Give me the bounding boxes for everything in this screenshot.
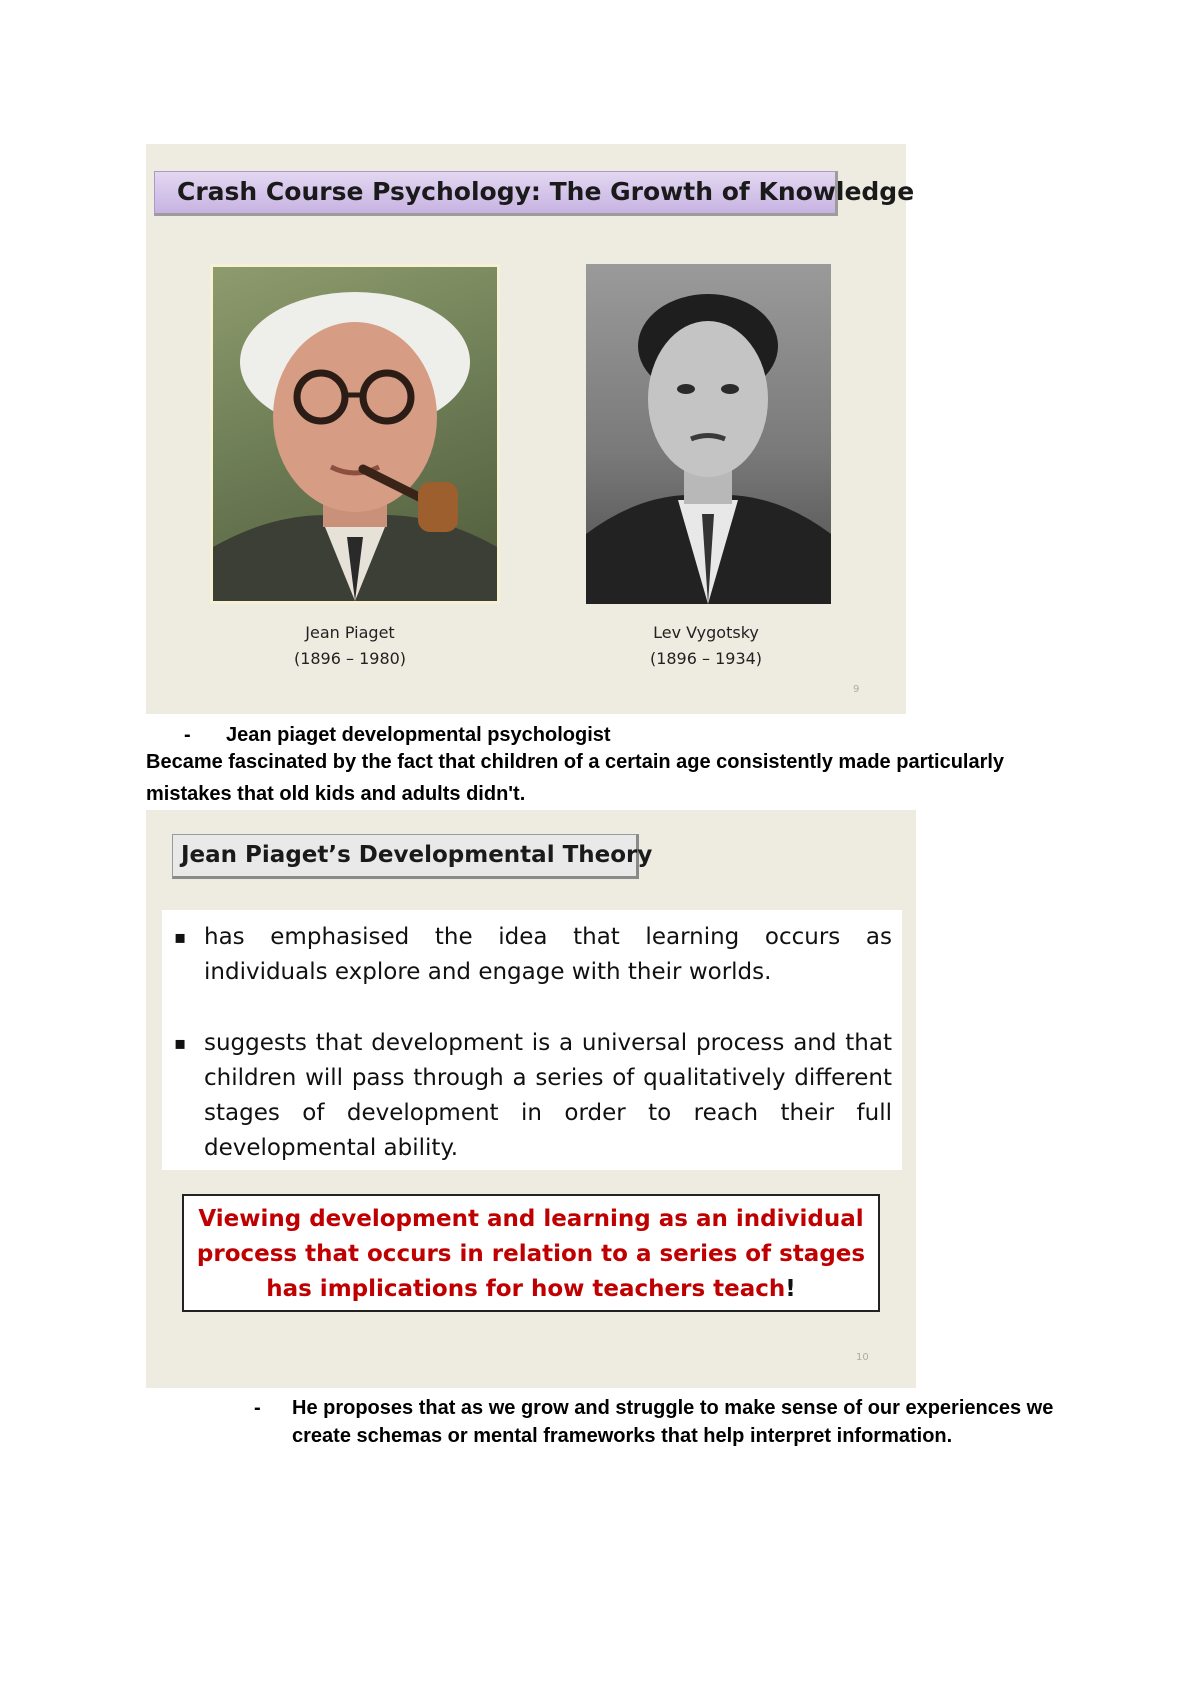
piaget-caption: [230, 620, 470, 672]
piaget-name: Jean Piaget: [305, 623, 395, 642]
slide-number: 9: [853, 684, 860, 695]
slide-title: Jean Piaget’s Developmental Theory: [172, 834, 639, 879]
bullet-square: ▪: [174, 927, 187, 948]
slide-title: Crash Course Psychology: The Growth of Knowledge: [154, 171, 838, 216]
note-paragraph: Became fascinated by the fact that children of a certain age consistently made particularly mistakes that old kids and adults didn't.: [146, 751, 1005, 805]
bullet-dash: -: [254, 1397, 261, 1419]
slide-developmental-theory: [146, 810, 916, 1388]
vygotsky-years: (1896 – 1934): [649, 649, 763, 668]
list-item: [174, 1026, 892, 1166]
bullet-text: He proposes that as we grow and struggle to make sense of our experiences we create schemas or mental frameworks that help interpret information.: [292, 1397, 1054, 1447]
piaget-portrait: [213, 267, 497, 601]
bullet-text: has emphasised the idea that learning occurs as individuals explore and engage with their worlds.: [204, 924, 892, 985]
bullet-square: ▪: [174, 1033, 187, 1054]
note-bullet-schemas: [254, 1394, 1074, 1450]
highlight-exclamation: !: [785, 1276, 796, 1302]
list-item: [174, 920, 892, 990]
slide-growth-of-knowledge: [146, 144, 915, 714]
piaget-photo: [210, 264, 500, 604]
highlight-callout: [182, 1194, 880, 1312]
piaget-years: (1896 – 1980): [293, 649, 407, 668]
vygotsky-caption: [586, 620, 826, 672]
highlight-text: Viewing development and learning as an individual process that occurs in relation to a series of stages has implications for how teachers teach: [196, 1206, 866, 1302]
theory-content-box: [162, 910, 902, 1170]
bullet-text: Jean piaget developmental psychologist: [226, 724, 611, 746]
slide-number: 10: [856, 1352, 869, 1363]
vygotsky-photo: [586, 264, 831, 604]
bullet-dash: -: [184, 724, 191, 746]
vygotsky-name: Lev Vygotsky: [653, 623, 759, 642]
vygotsky-portrait: [586, 264, 831, 604]
bullet-text: suggests that development is a universal process and that children will pass through a series of qualitatively different stages of development in order to reach their full developmental ability.: [204, 1030, 892, 1161]
